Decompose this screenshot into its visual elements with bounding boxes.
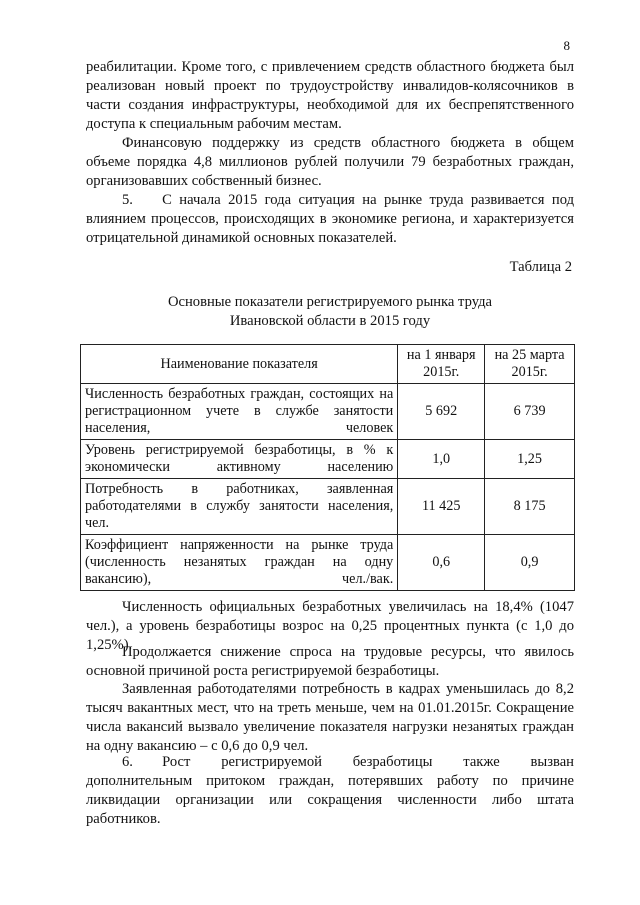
table-row (81, 479, 575, 535)
row-indicator-name: Уровень регистрируемой безработицы, в % к экономически активному населению (81, 440, 398, 479)
row-value-jan: 0,6 (398, 535, 485, 591)
table-caption: Таблица 2 (509, 259, 572, 275)
row-value-jan: 1,0 (398, 440, 485, 479)
table-row (81, 440, 575, 479)
table-row (81, 535, 575, 591)
table-title-line-1: Основные показатели регистрируемого рынка труда (167, 294, 492, 310)
paragraph-demand-decline: Продолжается снижение спроса на трудовые ресурсы, что явилось основной причиной роста регистрируемой безработицы. (86, 644, 574, 679)
table-header-row (81, 345, 575, 384)
row-value-mar: 0,9 (485, 535, 575, 591)
row-indicator-name: Численность безработных граждан, состоящих на регистрационном учете в службе занятости населения, человек (81, 384, 398, 440)
row-value-mar: 1,25 (485, 440, 575, 479)
paragraph-2015-situation: 5. С начала 2015 года ситуация на рынке труда развивается под влиянием процессов, происходящих в экономике региона, и характеризуется отрицательной динамикой основных показателей. (86, 192, 574, 246)
indicators-table (80, 344, 575, 591)
row-indicator-name: Коэффициент напряженности на рынке труда (численность незанятых граждан на одну вакансию), чел./вак. (81, 535, 398, 591)
paragraph-financial-support: Финансовую поддержку из средств областного бюджета в общем объеме порядка 4,8 миллионов рублей получили 79 безработных граждан, организовавших собственный бизнес. (86, 135, 574, 189)
row-value-jan: 5 692 (398, 384, 485, 440)
table-row (81, 384, 575, 440)
table-title (86, 293, 574, 331)
paragraph-rehabilitation: реабилитации. Кроме того, с привлечением средств областного бюджета был реализован новый проект по трудоустройству инвалидов-колясочников в части создания инфраструктуры, необходимой для их беспрепятственного доступа к специальным рабочим местам. (86, 59, 574, 132)
row-indicator-name: Потребность в работниках, заявленная работодателями в службу занятости населения, чел. (81, 479, 398, 535)
header-indicator-name: Наименование показателя (81, 345, 398, 384)
paragraph-unemployment-growth: Численность официальных безработных увеличилась на 18,4% (1047 чел.), а уровень безработицы возрос на 0,25 процентных пункта (с 1,0 до 1,25%). (86, 599, 574, 653)
header-jan-1: на 1 января 2015г. (398, 345, 485, 384)
row-value-mar: 8 175 (485, 479, 575, 535)
row-value-mar: 6 739 (485, 384, 575, 440)
row-value-jan: 11 425 (398, 479, 485, 535)
header-mar-25: на 25 марта 2015г. (485, 345, 575, 384)
paragraph-vacancies: Заявленная работодателями потребность в кадрах уменьшилась до 8,2 тысяч вакантных мест, что на треть меньше, чем на 01.01.2015г. Сокращение числа вакансий вызвало увеличение показателя нагрузки незанятых граждан на одну вакансию – с 0,6 до 0,9 чел. (86, 681, 574, 754)
paragraph-registered-unemployment: 6. Рост регистрируемой безработицы также вызван дополнительным притоком граждан, потерявших работу по причине ликвидации организации или сокращения численности либо штата работников. (86, 754, 574, 827)
page-number: 8 (563, 38, 570, 53)
table-title-line-2: Ивановской области в 2015 году (229, 313, 431, 329)
